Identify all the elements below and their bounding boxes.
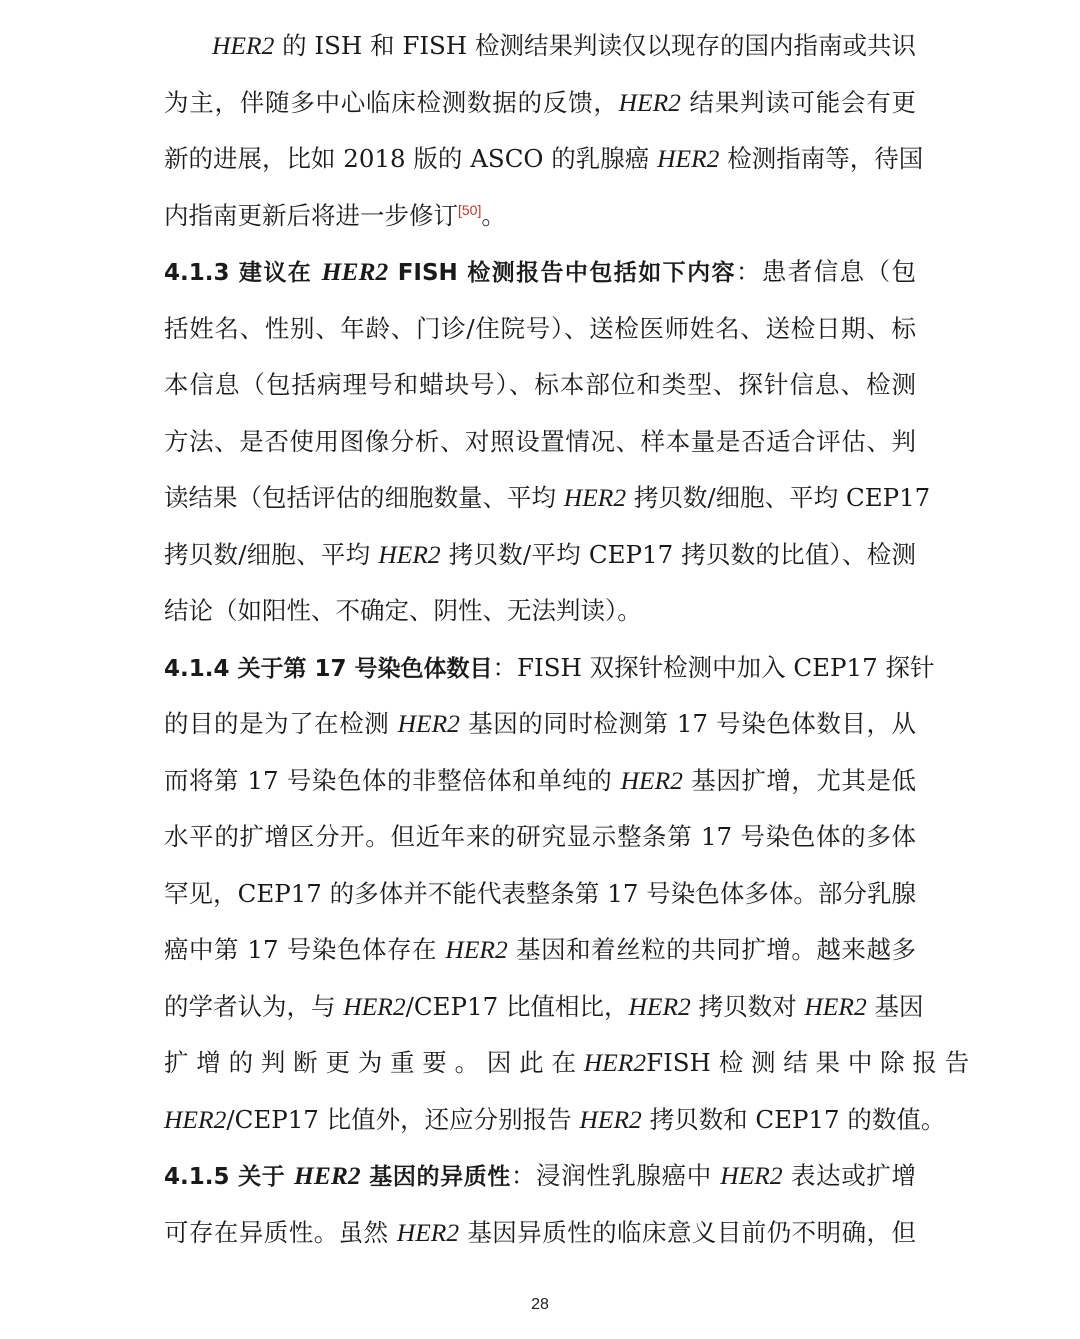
text-line: 读结果（包括评估的细胞数量、平均 HER2 拷贝数/细胞、平均 CEP17 <box>164 483 931 512</box>
text-line: 罕见，CEP17 的多体并不能代表整条第 17 号染色体多体。部分乳腺 <box>164 879 916 908</box>
text-line: 可存在异质性。虽然 HER2 基因异质性的临床意义目前仍不明确，但 <box>164 1218 916 1247</box>
text-line: 4.1.5 关于 HER2 基因的异质性：浸润性乳腺癌中 HER2 表达或扩增 <box>164 1161 917 1190</box>
text-line: 4.1.4 关于第 17 号染色体数目：FISH 双探针检测中加入 CEP17 探针 <box>164 653 935 682</box>
text-line: 括姓名、性别、年龄、门诊/住院号）、送检医师姓名、送检日期、标 <box>164 314 916 343</box>
text-line: 4.1.3 建议在 HER2 FISH 检测报告中包括如下内容：患者信息（包 <box>164 257 917 286</box>
text-line: 新的进展，比如 2018 版的 ASCO 的乳腺癌 HER2 检测指南等，待国 <box>164 144 924 173</box>
text-line: 为主，伴随多中心临床检测数据的反馈，HER2 结果判读可能会有更 <box>164 88 917 117</box>
text-line: 而将第 17 号染色体的非整倍体和单纯的 HER2 基因扩增，尤其是低 <box>164 766 916 795</box>
text-line: 扩 增 的 判 断 更 为 重 要 。 因 此 在 HER2FISH 检 测 结 果 中 除 报 告 <box>164 1048 970 1077</box>
text-line: 本信息（包括病理号和蜡块号）、标本部位和类型、探针信息、检测 <box>164 370 916 399</box>
text-line: 水平的扩增区分开。但近年来的研究显示整条第 17 号染色体的多体 <box>164 822 916 851</box>
text-line: HER2/CEP17 比值外，还应分别报告 HER2 拷贝数和 CEP17 的数值。 <box>164 1105 946 1134</box>
text-line: 癌中第 17 号染色体存在 HER2 基因和着丝粒的共同扩增。越来越多 <box>164 935 916 964</box>
text-line: HER2 的 ISH 和 FISH 检测结果判读仅以现存的国内指南或共识 <box>212 31 916 60</box>
text-line: 结论（如阳性、不确定、阴性、无法判读）。 <box>164 596 642 625</box>
page-number: 28 <box>531 1296 549 1313</box>
text-line: 的目的是为了在检测 HER2 基因的同时检测第 17 号染色体数目，从 <box>164 709 916 738</box>
text-line: 方法、是否使用图像分析、对照设置情况、样本量是否适合评估、判 <box>164 427 916 456</box>
text-line: 的学者认为，与 HER2/CEP17 比值相比，HER2 拷贝数对 HER2 基因 <box>164 992 924 1021</box>
text-line: 内指南更新后将进一步修订[50]。 <box>164 201 506 230</box>
text-line: 拷贝数/细胞、平均 HER2 拷贝数/平均 CEP17 拷贝数的比值）、检测 <box>164 540 916 569</box>
